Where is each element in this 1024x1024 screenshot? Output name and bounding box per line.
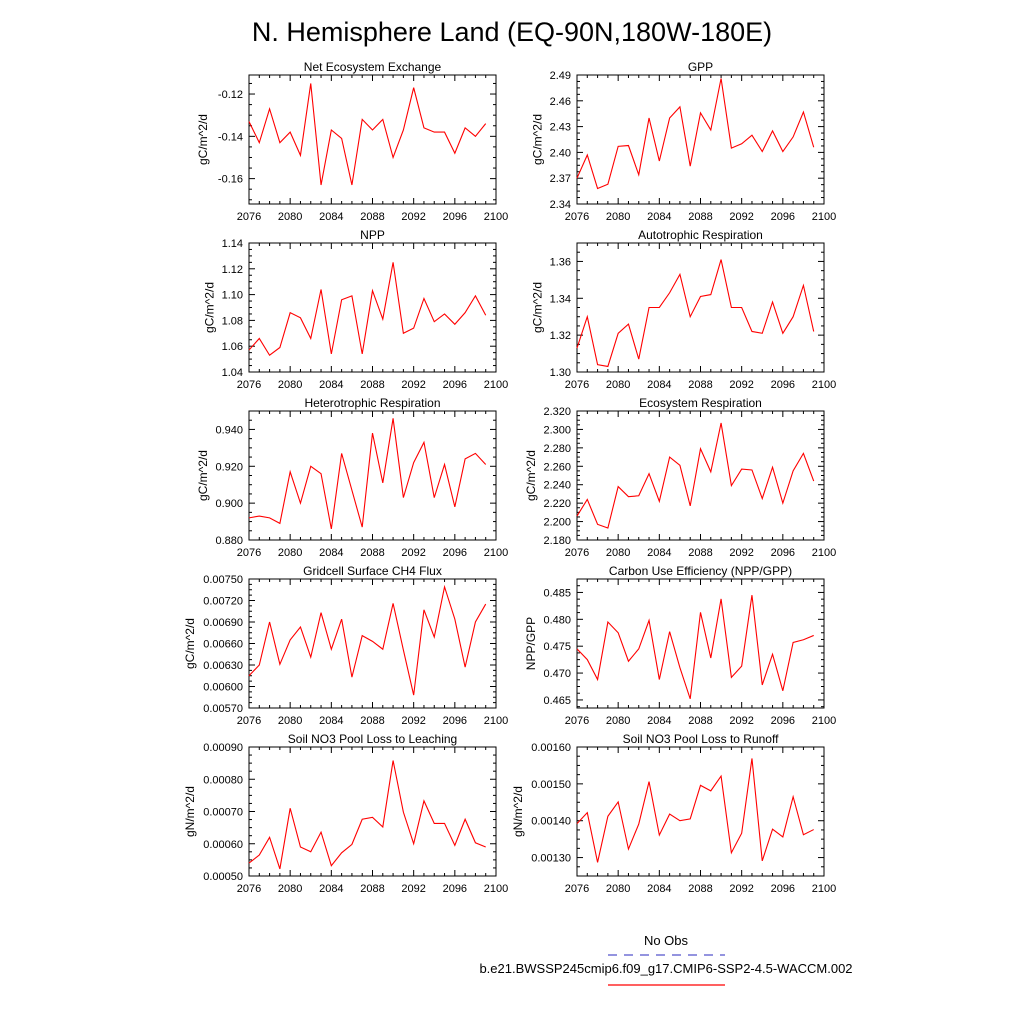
y-tick-label: 0.485 xyxy=(543,587,571,600)
x-tick-label: 2080 xyxy=(277,211,303,223)
panel-8 xyxy=(524,564,836,727)
y-tick-label: 0.00050 xyxy=(203,871,243,883)
x-tick-label: 2084 xyxy=(647,883,672,895)
x-tick-label: 2096 xyxy=(442,211,468,223)
y-tick-label: -0.16 xyxy=(217,173,243,186)
x-tick-label: 2100 xyxy=(811,715,837,727)
plot-frame xyxy=(577,75,824,204)
series-line xyxy=(249,262,486,355)
y-tick-label: -0.12 xyxy=(217,89,243,102)
x-tick-label: 2084 xyxy=(319,715,344,727)
x-tick-label: 2080 xyxy=(277,547,303,559)
panel-6 xyxy=(524,396,836,559)
x-tick-label: 2088 xyxy=(360,883,385,895)
y-tick-label: 0.00090 xyxy=(203,742,243,754)
panel-title: Autotrophic Respiration xyxy=(638,228,763,242)
x-tick-label: 2076 xyxy=(564,547,590,559)
x-tick-label: 2084 xyxy=(647,547,672,559)
x-tick-label: 2096 xyxy=(442,547,468,559)
panel-5 xyxy=(196,396,508,559)
y-tick-label: 2.34 xyxy=(549,199,571,211)
y-axis-label: gC/m^2/d xyxy=(196,450,210,501)
panel-title: Ecosystem Respiration xyxy=(639,396,762,410)
x-tick-label: 2076 xyxy=(236,715,262,727)
x-tick-label: 2092 xyxy=(729,715,754,727)
y-axis-label: gC/m^2/d xyxy=(196,114,210,165)
x-tick-label: 2076 xyxy=(564,715,590,727)
y-tick-label: 0.480 xyxy=(543,614,571,627)
panel-1 xyxy=(196,60,508,223)
x-tick-label: 2100 xyxy=(811,883,837,895)
series-line xyxy=(577,78,814,188)
panel-title: GPP xyxy=(687,60,714,74)
plot-frame xyxy=(249,75,496,204)
y-tick-label: 1.04 xyxy=(221,367,243,379)
x-tick-label: 2084 xyxy=(319,883,344,895)
y-tick-label: 0.880 xyxy=(215,535,243,547)
legend xyxy=(479,933,852,985)
figure-title: N. Hemisphere Land (EQ-90N,180W-180E) xyxy=(251,17,773,47)
x-tick-label: 2092 xyxy=(729,211,754,223)
y-tick-label: 2.260 xyxy=(543,461,571,474)
y-tick-label: 0.940 xyxy=(215,424,243,437)
x-tick-label: 2092 xyxy=(729,379,754,391)
y-tick-label: 2.180 xyxy=(543,535,571,547)
y-tick-label: -0.14 xyxy=(217,131,243,144)
plot-frame xyxy=(577,579,824,708)
panel-title: Soil NO3 Pool Loss to Runoff xyxy=(622,732,779,746)
y-tick-label: 0.00570 xyxy=(203,703,243,715)
y-axis-label: gC/m^2/d xyxy=(202,282,217,333)
series-line xyxy=(577,423,814,528)
x-tick-label: 2076 xyxy=(236,211,262,223)
panel-2 xyxy=(530,60,836,223)
x-tick-label: 2092 xyxy=(401,715,426,727)
x-tick-label: 2092 xyxy=(401,547,426,559)
x-tick-label: 2080 xyxy=(605,211,631,223)
plot-frame xyxy=(577,243,824,372)
x-tick-label: 2100 xyxy=(483,379,509,391)
x-tick-label: 2084 xyxy=(647,715,672,727)
x-tick-label: 2092 xyxy=(401,379,426,391)
y-tick-label: 0.475 xyxy=(543,641,571,654)
x-tick-label: 2088 xyxy=(688,547,713,559)
plot-frame xyxy=(249,579,496,708)
panel-7 xyxy=(183,564,508,727)
x-tick-label: 2096 xyxy=(442,715,468,727)
plot-frame xyxy=(249,411,496,540)
x-tick-label: 2080 xyxy=(277,883,303,895)
x-tick-label: 2080 xyxy=(605,547,631,559)
panel-4 xyxy=(530,228,836,391)
panel-title: NPP xyxy=(360,228,385,242)
panel-10 xyxy=(511,732,836,895)
panel-title: Soil NO3 Pool Loss to Leaching xyxy=(287,732,458,746)
x-tick-label: 2084 xyxy=(647,211,672,223)
y-axis-label: gC/m^2/d xyxy=(183,618,198,669)
x-tick-label: 2076 xyxy=(564,883,590,895)
x-tick-label: 2080 xyxy=(277,379,303,391)
x-tick-label: 2092 xyxy=(729,883,754,895)
y-tick-label: 2.280 xyxy=(543,442,571,455)
x-tick-label: 2100 xyxy=(483,547,509,559)
y-tick-label: 2.43 xyxy=(549,121,571,134)
y-axis-label: gC/m^2/d xyxy=(530,114,545,165)
y-tick-label: 0.00690 xyxy=(203,617,243,629)
x-tick-label: 2084 xyxy=(319,379,344,391)
x-tick-label: 2096 xyxy=(770,883,796,895)
y-tick-label: 2.46 xyxy=(549,95,571,108)
x-tick-label: 2092 xyxy=(401,211,426,223)
y-tick-label: 0.920 xyxy=(215,461,243,474)
x-tick-label: 2088 xyxy=(688,715,713,727)
series-line xyxy=(249,761,486,869)
panel-title: Carbon Use Efficiency (NPP/GPP) xyxy=(608,564,793,578)
x-tick-label: 2088 xyxy=(688,379,713,391)
y-tick-label: 1.30 xyxy=(549,367,571,379)
y-tick-label: 2.40 xyxy=(549,147,571,160)
y-tick-label: 2.49 xyxy=(549,70,571,82)
x-tick-label: 2096 xyxy=(770,211,796,223)
x-tick-label: 2092 xyxy=(401,883,426,895)
x-tick-label: 2096 xyxy=(770,547,796,559)
y-tick-label: 2.37 xyxy=(549,173,571,186)
x-tick-label: 2076 xyxy=(236,379,262,391)
y-tick-label: 0.00140 xyxy=(531,815,571,828)
y-axis-label: gN/m^2/d xyxy=(511,786,526,837)
panel-title: Gridcell Surface CH4 Flux xyxy=(303,564,442,578)
y-tick-label: 0.00630 xyxy=(203,660,243,672)
y-tick-label: 1.14 xyxy=(221,238,243,250)
plot-frame xyxy=(249,747,496,876)
legend-obs-label: No Obs xyxy=(643,933,689,948)
y-tick-label: 0.00150 xyxy=(531,778,571,791)
x-tick-label: 2100 xyxy=(483,715,509,727)
y-tick-label: 0.900 xyxy=(215,498,243,511)
x-tick-label: 2088 xyxy=(360,547,385,559)
y-tick-label: 2.240 xyxy=(543,479,571,492)
y-tick-label: 0.00660 xyxy=(203,638,243,651)
y-tick-label: 0.00720 xyxy=(203,595,243,608)
x-tick-label: 2100 xyxy=(811,211,837,223)
y-axis-label: gC/m^2/d xyxy=(530,282,545,333)
y-tick-label: 2.220 xyxy=(543,498,571,511)
plot-frame xyxy=(577,747,824,876)
x-tick-label: 2080 xyxy=(277,715,303,727)
y-tick-label: 0.00750 xyxy=(203,574,243,586)
y-axis-label: NPP/GPP xyxy=(524,616,538,671)
series-line xyxy=(577,758,814,862)
y-tick-label: 1.06 xyxy=(221,341,243,354)
x-tick-label: 2100 xyxy=(483,211,509,223)
series-line xyxy=(249,83,486,185)
y-axis-label: gN/m^2/d xyxy=(183,786,198,837)
x-tick-label: 2084 xyxy=(647,379,672,391)
panel-3 xyxy=(202,228,508,391)
y-tick-label: 1.32 xyxy=(549,330,571,343)
series-line xyxy=(249,587,486,695)
y-tick-label: 1.12 xyxy=(221,263,243,276)
y-tick-label: 0.00070 xyxy=(203,806,243,819)
y-tick-label: 1.10 xyxy=(221,289,243,302)
y-tick-label: 0.465 xyxy=(543,694,571,707)
panel-title: Heterotrophic Respiration xyxy=(304,396,441,410)
x-tick-label: 2088 xyxy=(360,715,385,727)
plot-frame xyxy=(577,411,824,540)
x-tick-label: 2084 xyxy=(319,211,344,223)
x-tick-label: 2096 xyxy=(442,379,468,391)
series-line xyxy=(249,418,486,529)
y-tick-label: 0.00160 xyxy=(531,742,571,754)
x-tick-label: 2096 xyxy=(442,883,468,895)
y-tick-label: 1.36 xyxy=(549,256,571,269)
series-line xyxy=(577,595,814,699)
x-tick-label: 2088 xyxy=(360,379,385,391)
x-tick-label: 2080 xyxy=(605,379,631,391)
panel-grid xyxy=(183,60,836,895)
x-tick-label: 2076 xyxy=(564,379,590,391)
y-tick-label: 0.00060 xyxy=(203,838,243,851)
series-line xyxy=(577,260,814,367)
x-tick-label: 2088 xyxy=(688,211,713,223)
y-tick-label: 2.320 xyxy=(543,406,571,418)
x-tick-label: 2100 xyxy=(483,883,509,895)
x-tick-label: 2076 xyxy=(236,883,262,895)
y-tick-label: 0.00130 xyxy=(531,852,571,865)
legend-model-label: b.e21.BWSSP245cmip6.f09_g17.CMIP6-SSP2-4.5-WACCM.002 xyxy=(479,961,853,976)
plot-frame xyxy=(249,243,496,372)
x-tick-label: 2088 xyxy=(688,883,713,895)
y-tick-label: 1.34 xyxy=(549,293,571,306)
x-tick-label: 2092 xyxy=(729,547,754,559)
y-tick-label: 2.200 xyxy=(543,516,571,529)
y-tick-label: 1.08 xyxy=(221,315,243,328)
x-tick-label: 2080 xyxy=(605,883,631,895)
x-tick-label: 2076 xyxy=(236,547,262,559)
y-axis-label: gC/m^2/d xyxy=(524,450,538,501)
y-tick-label: 2.300 xyxy=(543,424,571,437)
x-tick-label: 2100 xyxy=(811,379,837,391)
x-tick-label: 2080 xyxy=(605,715,631,727)
x-tick-label: 2088 xyxy=(360,211,385,223)
y-tick-label: 0.00080 xyxy=(203,774,243,787)
x-tick-label: 2100 xyxy=(811,547,837,559)
x-tick-label: 2076 xyxy=(564,211,590,223)
x-tick-label: 2096 xyxy=(770,379,796,391)
panel-title: Net Ecosystem Exchange xyxy=(303,60,442,74)
y-tick-label: 0.470 xyxy=(543,668,571,681)
x-tick-label: 2084 xyxy=(319,547,344,559)
x-tick-label: 2096 xyxy=(770,715,796,727)
y-tick-label: 0.00600 xyxy=(203,681,243,694)
panel-9 xyxy=(183,732,508,895)
